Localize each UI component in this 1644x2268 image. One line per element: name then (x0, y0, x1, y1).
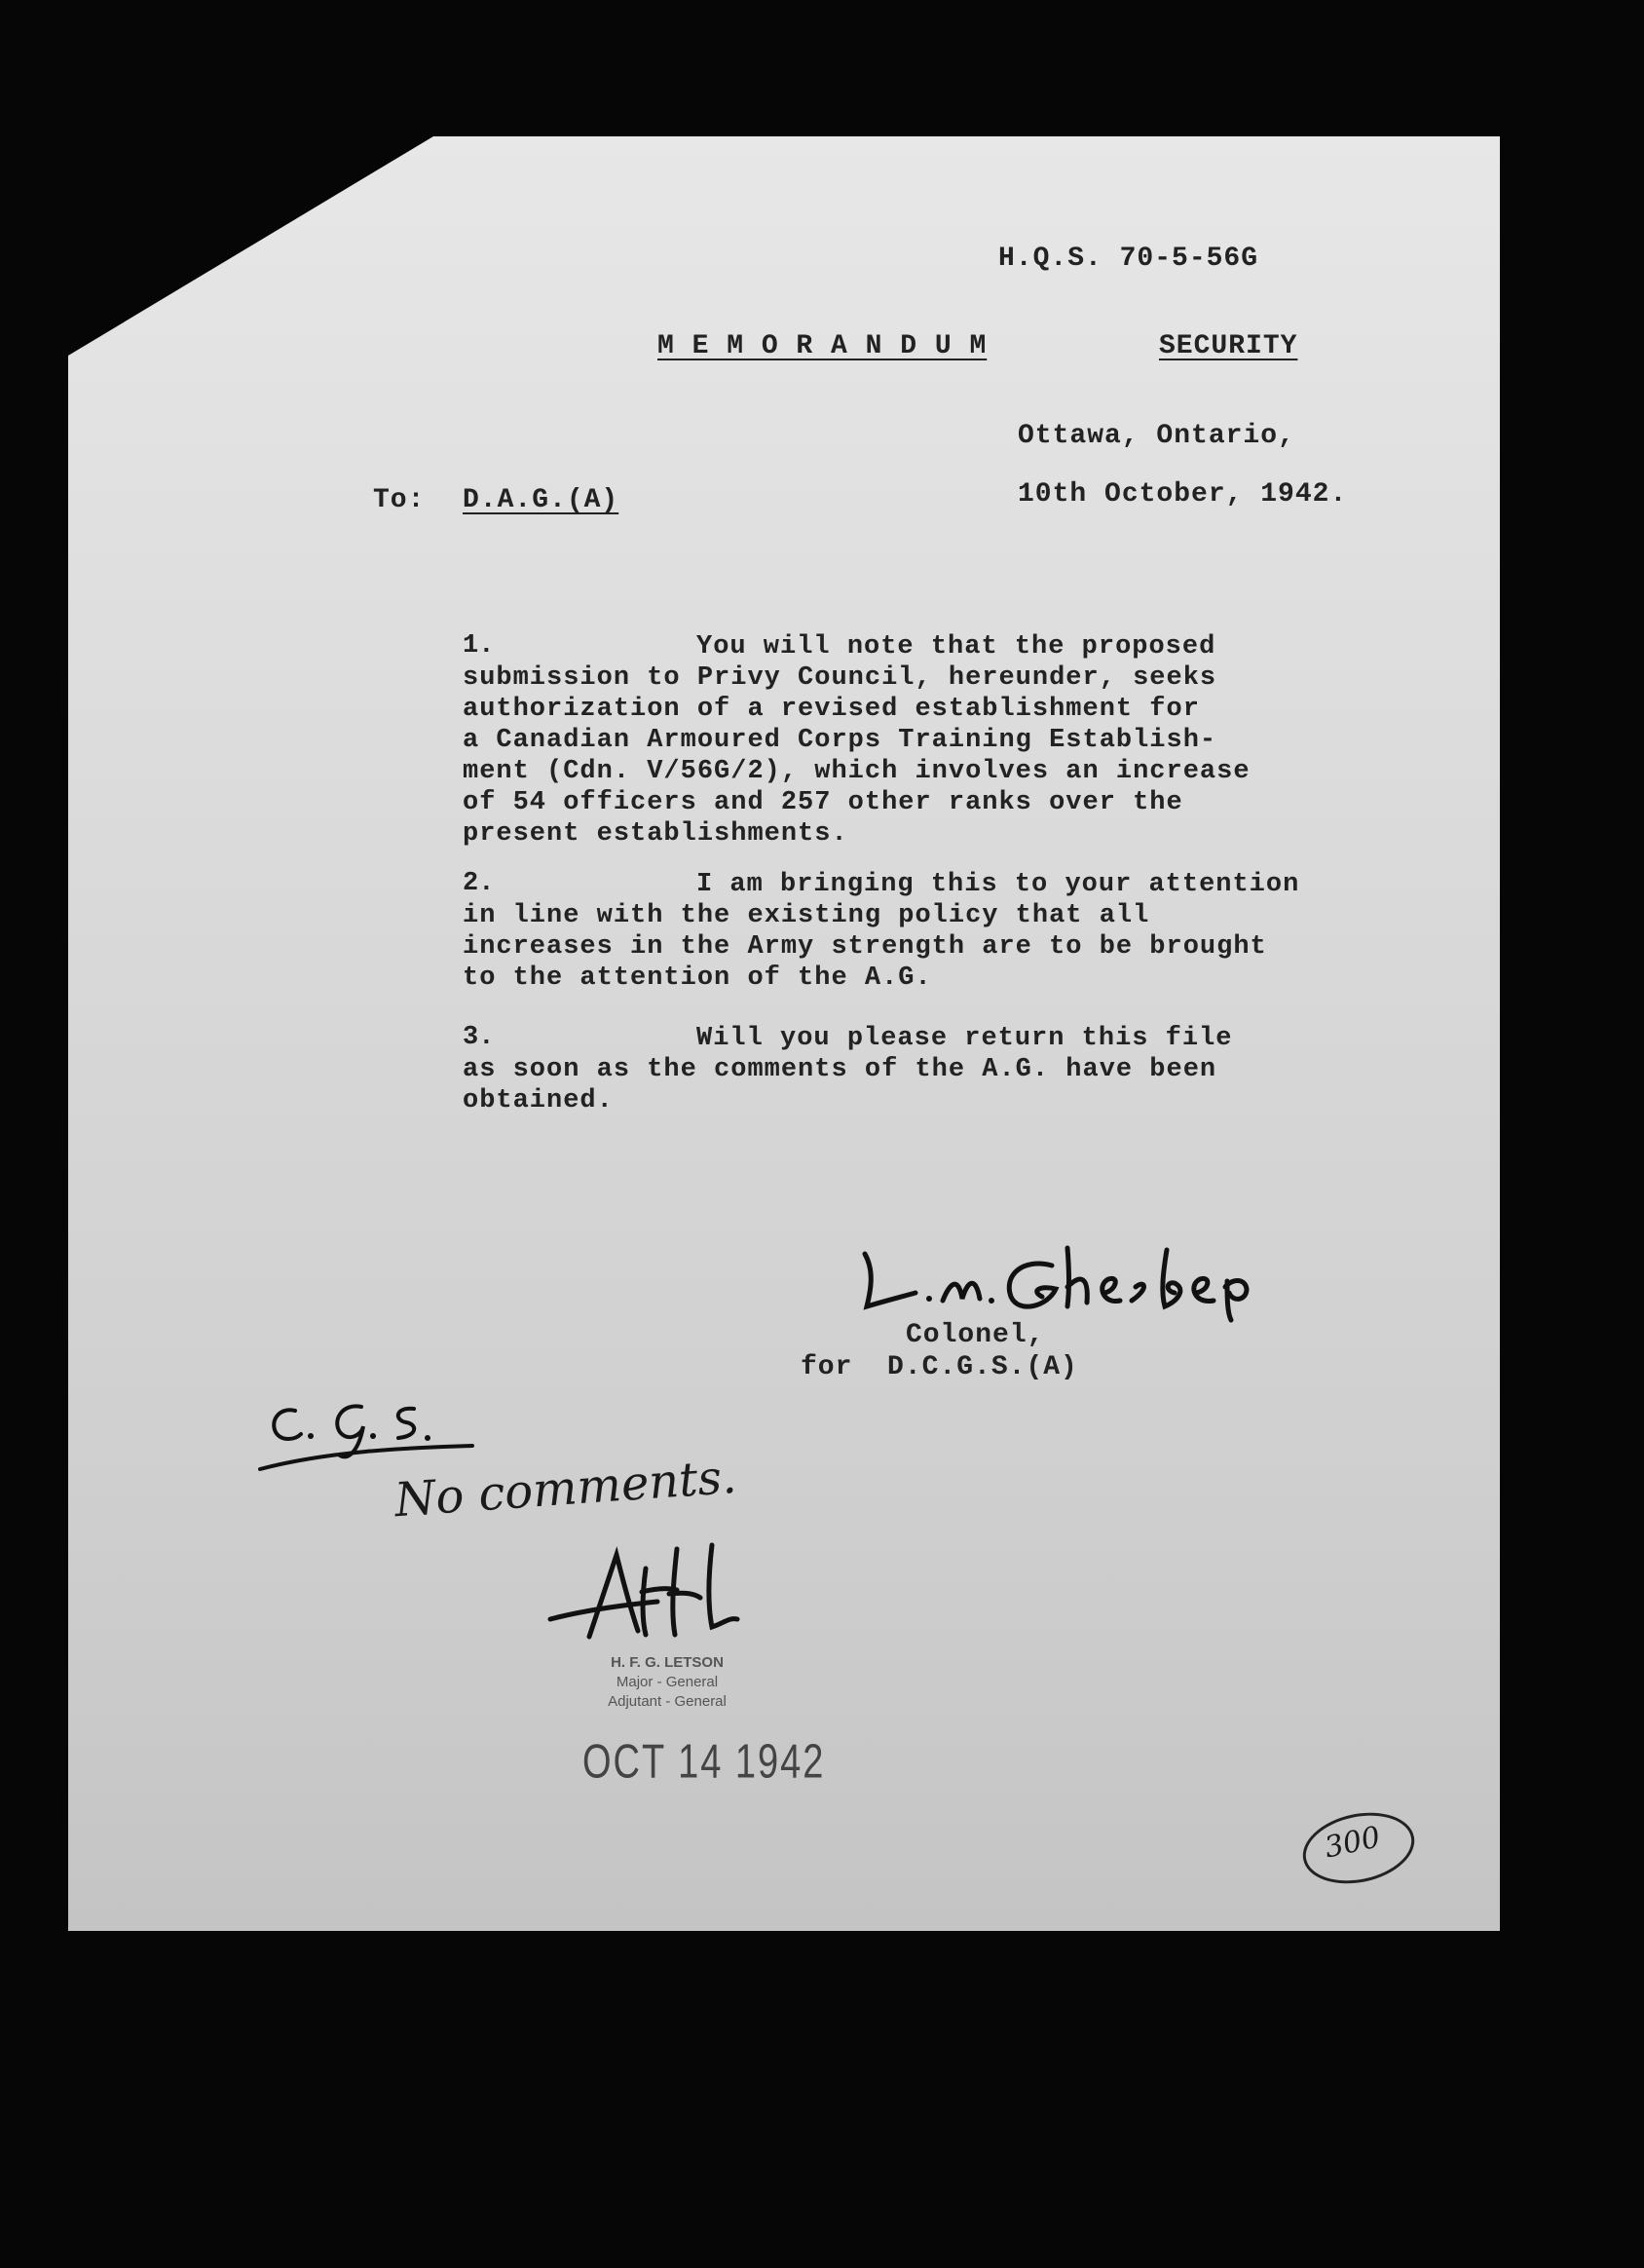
file-reference: H.Q.S. 70-5-56G (998, 244, 1259, 274)
paragraph-line: You will note that the proposed (696, 632, 1216, 662)
paragraph-line: increases in the Army strength are to be brought (463, 932, 1267, 962)
handwritten-note: No comments. (392, 1449, 738, 1529)
paragraph-line: a Canadian Armoured Corps Training Establish- (463, 726, 1217, 755)
to-recipient: D.A.G.(A) (463, 485, 619, 515)
paragraph-line: to the attention of the A.G. (463, 964, 932, 993)
paragraph-line: as soon as the comments of the A.G. have been (463, 1055, 1217, 1084)
paragraph-1-number: 1. (463, 631, 495, 661)
paragraph-line: Will you please return this file (696, 1024, 1233, 1053)
stamp-name: H. F. G. LETSON (611, 1654, 724, 1671)
paragraph-2-number: 2. (463, 869, 495, 898)
letson-stamp (584, 1653, 750, 1712)
to-label: To: (373, 485, 426, 515)
paragraph-3 (463, 1023, 1232, 1116)
stamp-rank: Major - General (616, 1674, 719, 1690)
paragraph-1 (463, 631, 1251, 850)
paragraph-line: ment (Cdn. V/56G/2), which involves an increase (463, 757, 1251, 786)
paragraph-line: obtained. (463, 1086, 614, 1115)
signatory-for: for D.C.G.S.(A) (801, 1352, 1078, 1382)
signatory-title: Colonel, (906, 1320, 1045, 1350)
security-classification: SECURITY (1159, 331, 1298, 361)
paragraph-2 (463, 869, 1299, 994)
paragraph-line: of 54 officers and 257 other ranks over the (463, 788, 1183, 817)
memorandum-heading: M E M O R A N D U M (657, 331, 988, 361)
paragraph-3-number: 3. (463, 1023, 495, 1052)
date-line: 10th October, 1942. (1018, 479, 1348, 510)
paragraph-line: present establishments. (463, 819, 848, 849)
paragraph-line: in line with the existing policy that all (463, 901, 1150, 930)
letson-initials (541, 1530, 765, 1646)
place-line: Ottawa, Ontario, (1018, 421, 1295, 451)
page-number: 300 (1321, 1820, 1384, 1866)
paragraph-line: authorization of a revised establishment for (463, 695, 1200, 724)
colonel-signature (857, 1232, 1305, 1320)
received-date-stamp: OCT 14 1942 (582, 1735, 826, 1790)
paragraph-line: I am bringing this to your attention (696, 870, 1300, 899)
handwritten-cgs (258, 1393, 482, 1471)
stamp-role: Adjutant - General (608, 1693, 727, 1710)
paragraph-line: submission to Privy Council, hereunder, seeks (463, 663, 1217, 693)
